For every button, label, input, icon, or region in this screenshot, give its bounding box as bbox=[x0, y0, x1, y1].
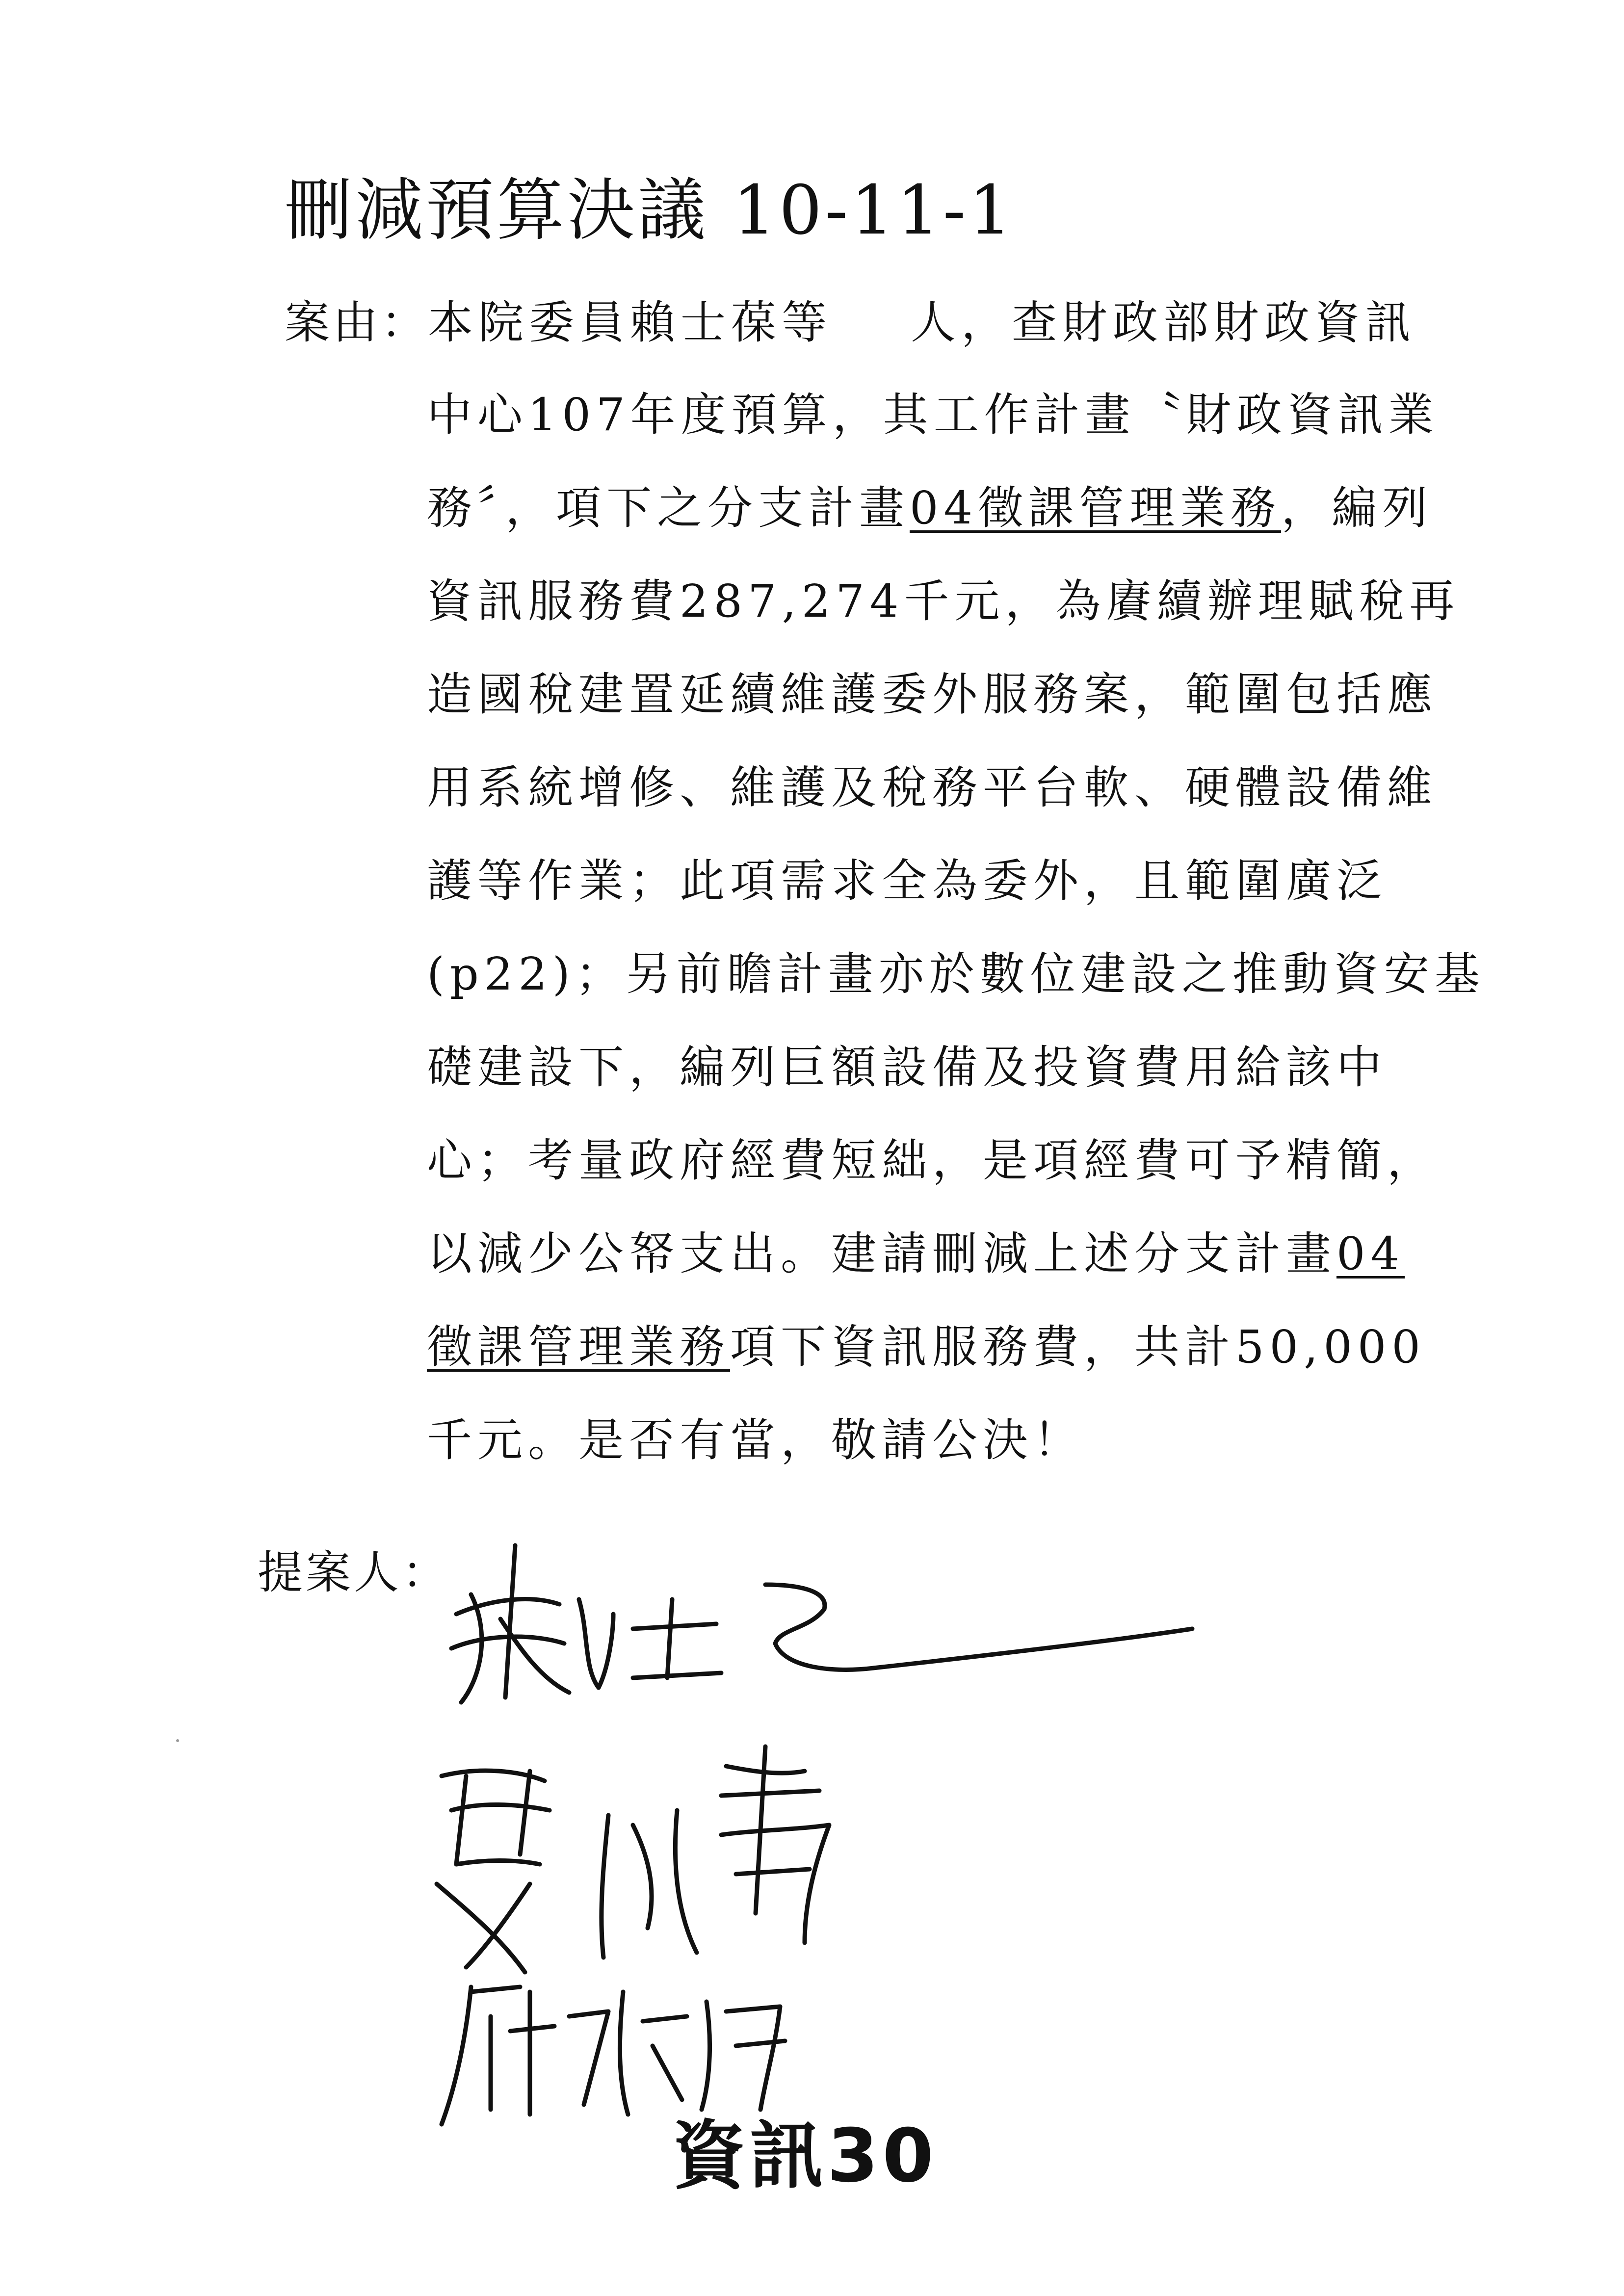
page-stamp: 資訊30 bbox=[672, 2113, 938, 2199]
body-text: 以減少公帑支出。建請刪減上述分支計畫 bbox=[427, 1227, 1337, 1280]
body-line-13: 千元。是否有當，敬請公決！ bbox=[427, 1414, 1084, 1466]
underlined-text: 徵課管理業務 bbox=[427, 1321, 731, 1373]
body-text: 項下資訊服務費，共計50,000 bbox=[730, 1321, 1426, 1373]
signature-1 bbox=[451, 1545, 1192, 1702]
body-line-5: 造國稅建置延續維護委外服務案，範圍包括應 bbox=[427, 668, 1438, 721]
body-line-9: 礎建設下，編列巨額設備及投資費用給該中 bbox=[427, 1041, 1388, 1094]
body-line-4: 資訊服務費287,274千元，為賡續辦理賦稅再 bbox=[427, 575, 1460, 627]
body-line-10: 心；考量政府經費短絀，是項經費可予精簡， bbox=[427, 1134, 1438, 1187]
body-text: ，編列 bbox=[1281, 482, 1433, 534]
body-line-7: 護等作業；此項需求全為委外，且範圍廣泛 bbox=[427, 855, 1388, 907]
body-line-6: 用系統增修、維護及稅務平台軟、硬體設備維 bbox=[427, 761, 1438, 814]
proposer-label: 提案人： bbox=[258, 1546, 450, 1599]
body-text: 人，查財政部財政資訊 bbox=[911, 296, 1416, 349]
scan-speck bbox=[176, 1739, 179, 1742]
case-label: 案由： bbox=[285, 296, 429, 349]
signature-2 bbox=[437, 1747, 829, 1972]
body-text: 務〞，項下之分支計畫 bbox=[427, 482, 910, 534]
underlined-text: 04徵課管理業務 bbox=[910, 482, 1282, 534]
underlined-text: 04 bbox=[1336, 1227, 1405, 1280]
body-line-8: (p22)；另前瞻計畫亦於數位建設之推動資安基 bbox=[427, 948, 1485, 1000]
body-text: 本院委員賴士葆等 bbox=[428, 296, 833, 349]
document-title: 刪減預算決議 10-11-1 bbox=[285, 171, 1015, 250]
signature-3 bbox=[442, 1987, 785, 2124]
body-line-2: 中心107年度預算，其工作計畫〝財政資訊業 bbox=[427, 389, 1439, 441]
